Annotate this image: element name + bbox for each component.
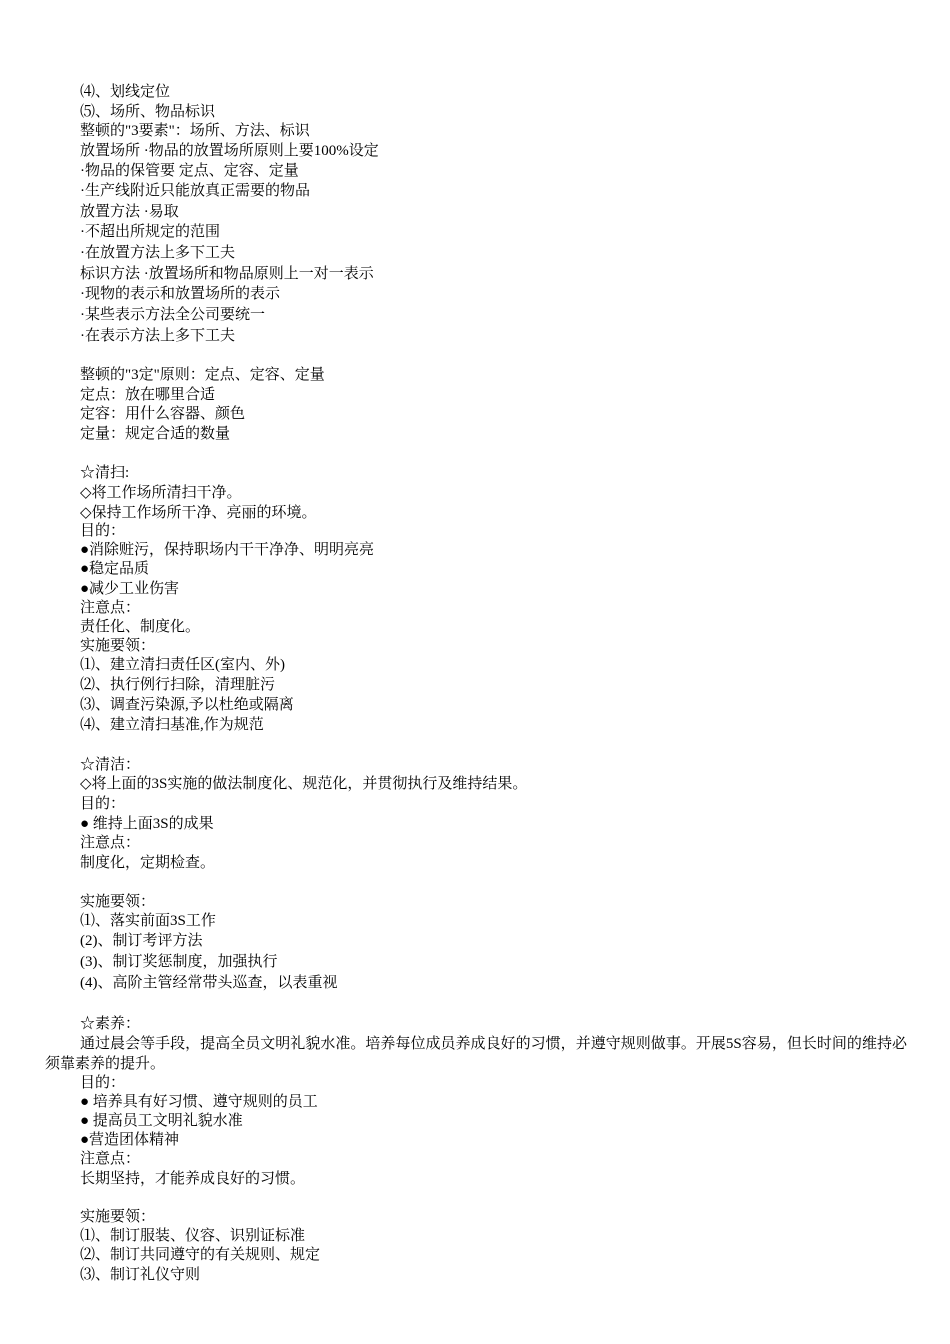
text-line: ·某些表示方法全公司要统一 — [80, 307, 265, 323]
text-line: ⑵、制订共同遵守的有关规则、规定 — [80, 1247, 321, 1263]
text-line: 目的： — [80, 523, 126, 539]
text-line: ◇保持工作场所干净、亮丽的环境。 — [80, 505, 317, 521]
text-line: ⑸、场所、物品标识 — [80, 104, 216, 120]
text-line: ⑶、调查污染源,予以杜绝或隔离 — [80, 697, 294, 713]
text-line: 制度化，定期检查。 — [80, 855, 216, 871]
text-line: ⑷、建立清扫基准,作为规范 — [80, 717, 264, 733]
text-line: ⑴、落实前面3S工作 — [80, 913, 216, 929]
text-line: ●消除赃污，保持职场内干干净净、明明亮亮 — [80, 542, 375, 558]
text-line: 注意点： — [80, 1151, 141, 1167]
text-line: 标识方法 ·放置场所和物品原则上一对一表示 — [80, 266, 374, 282]
text-line: 定量：规定合适的数量 — [80, 426, 231, 442]
section-heading: ☆素养： — [80, 1016, 141, 1032]
text-line: ⑴、制订服装、仪容、识别证标准 — [80, 1228, 306, 1244]
text-line: ⑶、制订礼仪守则 — [80, 1267, 201, 1283]
text-line: 注意点： — [80, 835, 141, 851]
text-line: 长期坚持，才能养成良好的习惯。 — [80, 1171, 306, 1187]
text-line: ·在表示方法上多下工夫 — [80, 328, 235, 344]
text-line: ⑴、建立清扫责任区(室内、外) — [80, 657, 285, 673]
text-line: (3)、制订奖惩制度，加强执行 — [80, 954, 278, 970]
text-line: 定点：放在哪里合适 — [80, 387, 216, 403]
text-line: ●稳定品质 — [80, 561, 150, 577]
text-line: 放置场所 ·物品的放置场所原则上要100%设定 — [80, 143, 379, 159]
text-line: 注意点： — [80, 600, 141, 616]
text-line: 目的： — [80, 1075, 126, 1091]
text-line: ⑵、执行例行扫除，清理脏污 — [80, 677, 276, 693]
text-line: 实施要领： — [80, 638, 156, 654]
text-line: ●营造团体精神 — [80, 1132, 180, 1148]
section-heading: ☆清洁： — [80, 757, 141, 773]
text-line: ·生产线附近只能放真正需要的物品 — [80, 183, 310, 199]
text-line: ◇将上面的3S实施的做法制度化、规范化，并贯彻执行及维持结果。 — [80, 776, 528, 792]
text-line: (4)、高阶主管经常带头巡查，以表重视 — [80, 975, 338, 991]
text-line: ⑷、划线定位 — [80, 84, 171, 100]
text-line: ●减少工业伤害 — [80, 581, 180, 597]
section-heading: ☆清扫: — [80, 465, 130, 481]
text-line: 责任化、制度化。 — [80, 619, 201, 635]
body-paragraph: 通过晨会等手段，提高全员文明礼貌水准。培养每位成员养成良好的习惯，并遵守规则做事。开展5S容易，但长时间的维持必须靠素养的提升。 — [45, 1036, 907, 1072]
text-line: ● 提高员工文明礼貌水准 — [80, 1113, 243, 1129]
text-line: ·物品的保管要 定点、定容、定量 — [80, 163, 299, 179]
text-line: ◇将工作场所清扫干净。 — [80, 485, 242, 501]
text-line: 放置方法 ·易取 — [80, 204, 179, 220]
text-line: (2)、制订考评方法 — [80, 933, 203, 949]
text-line: 整顿的"3要素"：场所、方法、标识 — [80, 123, 310, 139]
text-line: 实施要领： — [80, 894, 156, 910]
text-line: ● 培养具有好习惯、遵守规则的员工 — [80, 1094, 318, 1110]
text-line: ·在放置方法上多下工夫 — [80, 245, 235, 261]
text-line: ·现物的表示和放置场所的表示 — [80, 286, 280, 302]
text-line: ·不超出所规定的范围 — [80, 224, 220, 240]
text-line: 整顿的"3定"原则：定点、定容、定量 — [80, 367, 325, 383]
text-line: 定容：用什么容器、颜色 — [80, 406, 246, 422]
text-line: ● 维持上面3S的成果 — [80, 816, 214, 832]
text-line: 实施要领： — [80, 1209, 156, 1225]
text-line: 目的： — [80, 796, 126, 812]
